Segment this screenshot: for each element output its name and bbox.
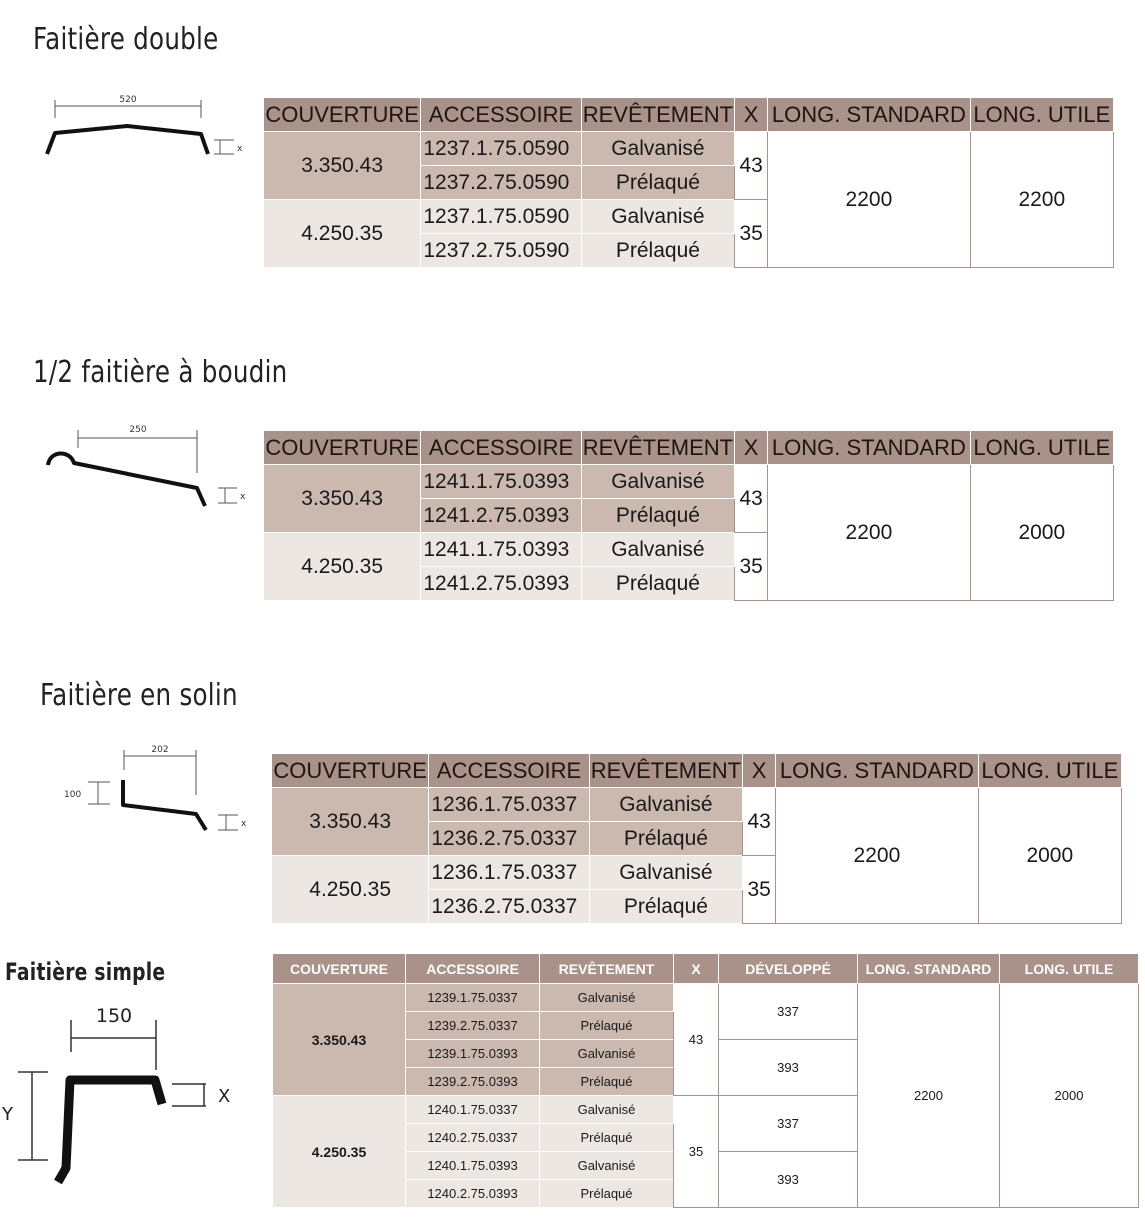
header-revetement: REVÊTEMENT bbox=[581, 431, 734, 465]
x-cell: 35 bbox=[735, 533, 768, 601]
accessoire-cell: 1237.2.75.0590 bbox=[421, 234, 581, 268]
long-utile-cell: 2200 bbox=[970, 132, 1113, 268]
header-revetement: REVÊTEMENT bbox=[581, 98, 734, 132]
x-cell: 35 bbox=[743, 856, 776, 924]
header-long-standard: LONG. STANDARD bbox=[768, 98, 970, 132]
long-standard-cell: 2200 bbox=[768, 132, 970, 268]
header-x: X bbox=[735, 431, 768, 465]
accessoire-cell: 1237.1.75.0590 bbox=[421, 132, 581, 166]
accessoire-cell: 1241.2.75.0393 bbox=[421, 499, 581, 533]
accessoire-cell: 1241.1.75.0393 bbox=[421, 533, 581, 567]
header-revetement: REVÊTEMENT bbox=[540, 954, 674, 984]
couverture-cell: 3.350.43 bbox=[264, 465, 421, 533]
header-x: X bbox=[743, 754, 776, 788]
dim-width-label: 202 bbox=[151, 745, 169, 755]
accessoire-cell: 1240.2.75.0393 bbox=[406, 1180, 540, 1208]
couverture-cell: 3.350.43 bbox=[273, 984, 406, 1096]
x-cell: 43 bbox=[735, 132, 768, 200]
revetement-cell: Galvanisé bbox=[589, 788, 742, 822]
long-standard-cell: 2200 bbox=[776, 788, 978, 924]
header-developpe: DÉVELOPPÉ bbox=[719, 954, 858, 984]
dim-width-label: 150 bbox=[95, 1005, 133, 1027]
accessoire-cell: 1237.2.75.0590 bbox=[421, 166, 581, 200]
revetement-cell: Galvanisé bbox=[581, 200, 734, 234]
spec-table-3 bbox=[271, 753, 1122, 924]
accessoire-cell: 1241.1.75.0393 bbox=[421, 465, 581, 499]
header-accessoire: ACCESSOIRE bbox=[429, 754, 589, 788]
revetement-cell: Galvanisé bbox=[581, 465, 734, 499]
long-utile-cell: 2000 bbox=[978, 788, 1121, 924]
accessoire-cell: 1236.2.75.0337 bbox=[429, 822, 589, 856]
faitiere-simple-diagram bbox=[0, 1000, 260, 1190]
svg-text:x: x bbox=[241, 819, 247, 829]
revetement-cell: Prélaqué bbox=[540, 1180, 674, 1208]
spec-table-2 bbox=[263, 430, 1114, 601]
revetement-cell: Galvanisé bbox=[540, 984, 674, 1012]
header-accessoire: ACCESSOIRE bbox=[406, 954, 540, 984]
header-x: X bbox=[674, 954, 719, 984]
header-couverture: COUVERTURE bbox=[264, 431, 421, 465]
section-title: Faitière double bbox=[33, 22, 219, 57]
header-couverture: COUVERTURE bbox=[272, 754, 429, 788]
long-utile-cell: 2000 bbox=[970, 465, 1113, 601]
section-title: Faitière simple bbox=[5, 958, 166, 986]
accessoire-cell: 1237.1.75.0590 bbox=[421, 200, 581, 234]
revetement-cell: Galvanisé bbox=[581, 132, 734, 166]
spec-table-4 bbox=[272, 953, 1139, 1208]
header-long-standard: LONG. STANDARD bbox=[768, 431, 970, 465]
accessoire-cell: 1239.2.75.0337 bbox=[406, 1012, 540, 1040]
accessoire-cell: 1240.2.75.0337 bbox=[406, 1124, 540, 1152]
couverture-cell: 3.350.43 bbox=[272, 788, 429, 856]
revetement-cell: Prélaqué bbox=[581, 166, 734, 200]
header-long-utile: LONG. UTILE bbox=[978, 754, 1121, 788]
header-long-utile: LONG. UTILE bbox=[970, 431, 1113, 465]
developpe-cell: 393 bbox=[719, 1040, 858, 1096]
accessoire-cell: 1241.2.75.0393 bbox=[421, 567, 581, 601]
accessoire-cell: 1240.1.75.0393 bbox=[406, 1152, 540, 1180]
x-cell: 35 bbox=[735, 200, 768, 268]
couverture-cell: 4.250.35 bbox=[264, 533, 421, 601]
long-standard-cell: 2200 bbox=[768, 465, 970, 601]
faitiere-boudin-diagram bbox=[40, 418, 260, 513]
x-cell: 43 bbox=[735, 465, 768, 533]
svg-text:x: x bbox=[240, 492, 246, 502]
header-long-utile: LONG. UTILE bbox=[1000, 954, 1139, 984]
header-revetement: REVÊTEMENT bbox=[589, 754, 742, 788]
svg-text:x: x bbox=[237, 144, 243, 154]
accessoire-cell: 1236.1.75.0337 bbox=[429, 788, 589, 822]
dim-width-label: 250 bbox=[129, 425, 147, 435]
long-utile-cell: 2000 bbox=[1000, 984, 1139, 1208]
header-accessoire: ACCESSOIRE bbox=[421, 98, 581, 132]
header-accessoire: ACCESSOIRE bbox=[421, 431, 581, 465]
revetement-cell: Prélaqué bbox=[540, 1124, 674, 1152]
revetement-cell: Prélaqué bbox=[581, 499, 734, 533]
dim-width-label: 520 bbox=[119, 95, 137, 105]
header-couverture: COUVERTURE bbox=[273, 954, 406, 984]
header-long-standard: LONG. STANDARD bbox=[776, 754, 978, 788]
revetement-cell: Galvanisé bbox=[581, 533, 734, 567]
x-cell: 35 bbox=[674, 1096, 719, 1208]
dim-height-label: 100 bbox=[64, 790, 82, 800]
revetement-cell: Galvanisé bbox=[540, 1096, 674, 1124]
revetement-cell: Prélaqué bbox=[589, 822, 742, 856]
spec-table-1 bbox=[263, 97, 1114, 268]
revetement-cell: Prélaqué bbox=[581, 567, 734, 601]
revetement-cell: Galvanisé bbox=[540, 1152, 674, 1180]
dim-y-label: Y bbox=[2, 1104, 13, 1125]
developpe-cell: 337 bbox=[719, 1096, 858, 1152]
couverture-cell: 3.350.43 bbox=[264, 132, 421, 200]
accessoire-cell: 1236.2.75.0337 bbox=[429, 890, 589, 924]
x-cell: 43 bbox=[743, 788, 776, 856]
developpe-cell: 337 bbox=[719, 984, 858, 1040]
revetement-cell: Prélaqué bbox=[581, 234, 734, 268]
faitiere-double-diagram bbox=[40, 88, 260, 168]
section-title: Faitière en solin bbox=[40, 678, 238, 713]
couverture-cell: 4.250.35 bbox=[264, 200, 421, 268]
long-standard-cell: 2200 bbox=[858, 984, 1000, 1208]
dim-x-label: X bbox=[218, 1086, 231, 1107]
couverture-cell: 4.250.35 bbox=[272, 856, 429, 924]
revetement-cell: Prélaqué bbox=[540, 1068, 674, 1096]
revetement-cell: Prélaqué bbox=[540, 1012, 674, 1040]
x-cell: 43 bbox=[674, 984, 719, 1096]
header-long-utile: LONG. UTILE bbox=[970, 98, 1113, 132]
header-x: X bbox=[735, 98, 768, 132]
faitiere-solin-diagram bbox=[60, 740, 260, 840]
accessoire-cell: 1240.1.75.0337 bbox=[406, 1096, 540, 1124]
accessoire-cell: 1236.1.75.0337 bbox=[429, 856, 589, 890]
section-title: 1/2 faitière à boudin bbox=[33, 355, 288, 390]
accessoire-cell: 1239.2.75.0393 bbox=[406, 1068, 540, 1096]
revetement-cell: Galvanisé bbox=[540, 1040, 674, 1068]
revetement-cell: Prélaqué bbox=[589, 890, 742, 924]
developpe-cell: 393 bbox=[719, 1152, 858, 1208]
header-long-standard: LONG. STANDARD bbox=[858, 954, 1000, 984]
couverture-cell: 4.250.35 bbox=[273, 1096, 406, 1208]
header-couverture: COUVERTURE bbox=[264, 98, 421, 132]
revetement-cell: Galvanisé bbox=[589, 856, 742, 890]
accessoire-cell: 1239.1.75.0337 bbox=[406, 984, 540, 1012]
accessoire-cell: 1239.1.75.0393 bbox=[406, 1040, 540, 1068]
